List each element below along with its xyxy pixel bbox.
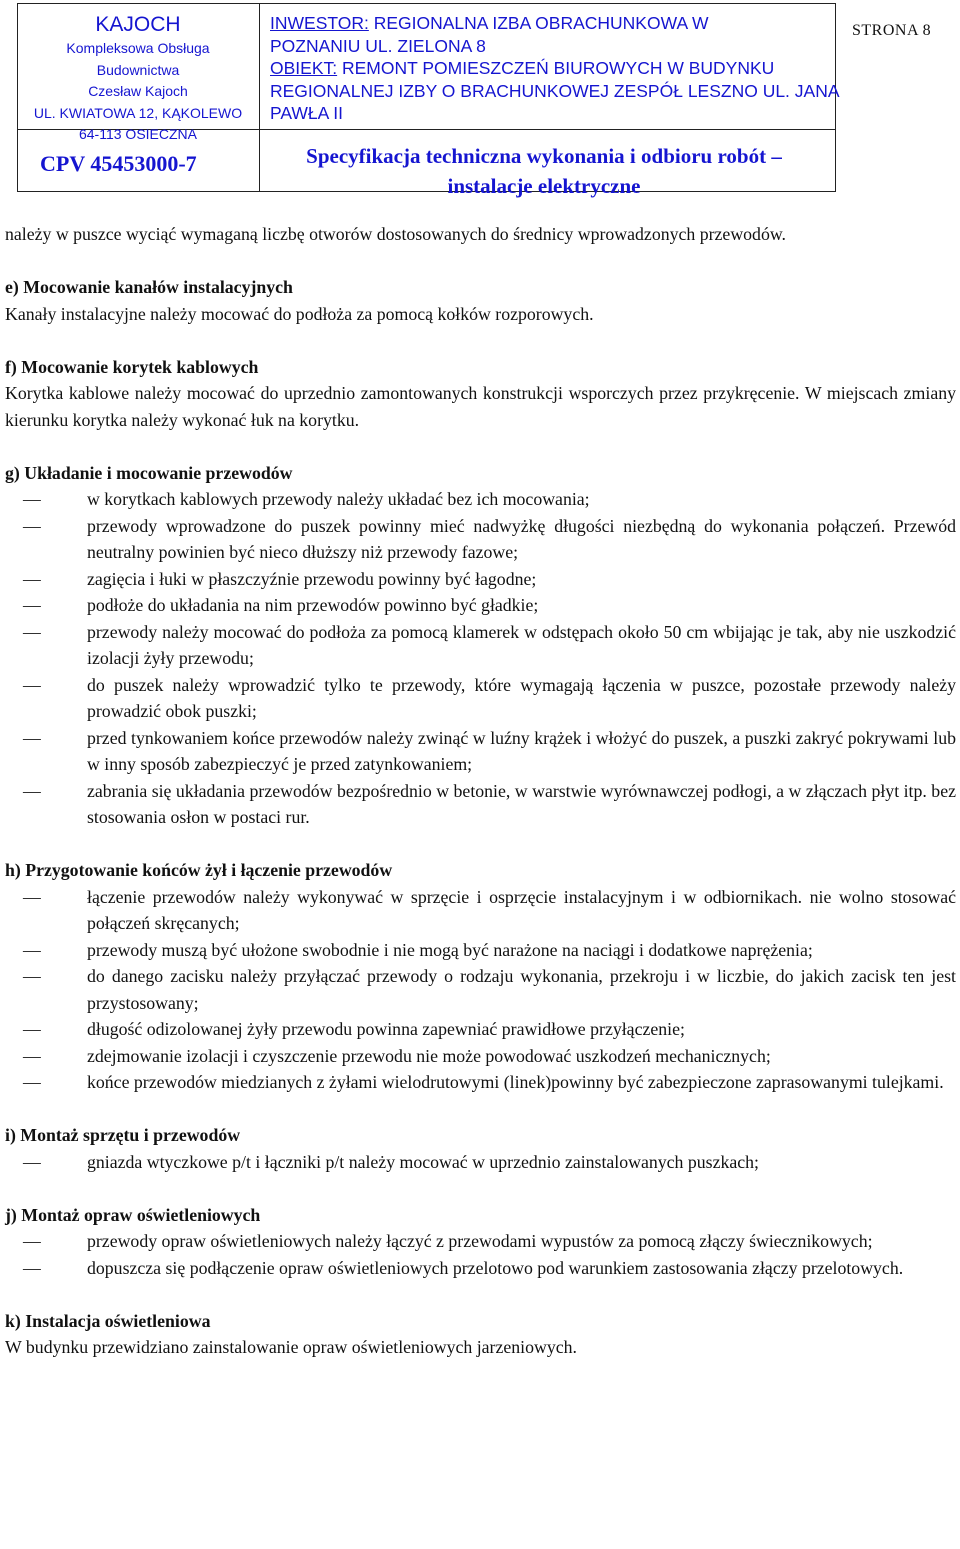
company-block xyxy=(18,12,258,146)
section-j-list xyxy=(5,1228,956,1281)
list-item: — przewody wprowadzone do puszek powinny mieć nadwyżkę długości niezbędną do wykonania połączeń. Przewód neutralny powinien być nieco dłuższy niż przewody fazowe; xyxy=(23,515,956,562)
company-address: UL. KWIATOWA 12, KĄKOLEWO xyxy=(33,104,243,121)
section-e-heading: e) Mocowanie kanałów instalacyjnych xyxy=(5,277,293,297)
list-item: — długość odizolowanej żyły przewodu powinna zapewniać prawidłowe przyłączenie; xyxy=(23,1019,685,1039)
list-item: — łączenie przewodów należy wykonywać w sprzęcie i osprzęcie instalacyjnym i w odbiornikach. nie wolno stosować połączeń skręcanych; xyxy=(23,886,956,933)
section-i-list xyxy=(5,1149,956,1176)
section-j-heading: j) Montaż opraw oświetleniowych xyxy=(5,1204,261,1225)
company-line: Kompleksowa Obsługa xyxy=(66,40,210,56)
list-item: — przewody muszą być ułożone swobodnie i nie mogą być narażone na naciągi i dodatkowe naprężenia; xyxy=(23,939,813,960)
section-h-heading: h) Przygotowanie końców żył i łączenie przewodów xyxy=(5,860,393,880)
object-line-2: REGIONALNEJ IZBY O BRACHUNKOWEJ ZESPÓŁ LESZNO UL. JANA xyxy=(270,80,840,101)
list-item: — przed tynkowaniem końce przewodów należy zwinąć w luźny krążek i włożyć do puszek, a puszki zakryć pokrywami lub w inny sposób zabezpieczyć je przed zatynkowaniem; xyxy=(23,727,956,774)
section-e-text: Kanały instalacyjne należy mocować do podłoża za pomocą kołków rozporowych. xyxy=(5,303,594,324)
company-line: Czesław Kajoch xyxy=(88,83,188,99)
list-item: — przewody opraw oświetleniowych należy łączyć z przewodami wypustów za pomocą złączy świecznikowych; xyxy=(23,1231,873,1251)
list-item: — przewody należy mocować do podłoża za pomocą klamerek w odstępach około 50 cm wbijając je tak, aby nie uszkodzić izolacji żyły przewodu; xyxy=(23,621,956,668)
section-h-list xyxy=(5,884,956,1096)
investor-line xyxy=(270,12,850,35)
project-info xyxy=(270,12,850,125)
list-item: — zdejmowanie izolacji i czyszczenie przewodu nie może powodować uszkodzeń mechanicznych; xyxy=(23,1045,771,1066)
page-number: STRONA 8 xyxy=(852,22,932,39)
company-postcode: 64-113 OSIECZNA xyxy=(78,126,197,142)
investor-label: INWESTOR: xyxy=(270,13,369,33)
spec-title-line-2: instalacje elektryczne xyxy=(447,174,641,198)
list-item: — gniazda wtyczkowe p/t i łączniki p/t należy mocować w uprzednio zainstalowanych puszkach; xyxy=(23,1151,759,1172)
section-k-heading: k) Instalacja oświetleniowa xyxy=(5,1310,211,1331)
object-line-3: PAWŁA II xyxy=(270,103,343,123)
spec-title xyxy=(259,141,829,201)
section-g-list xyxy=(5,486,956,831)
spec-title-line-1: Specyfikacja techniczna wykonania i odbioru robót – xyxy=(306,144,782,168)
investor-line-2: POZNANIU UL. ZIELONA 8 xyxy=(270,35,486,56)
investor-text: REGIONALNA IZBA OBRACHUNKOWA W xyxy=(368,13,709,33)
section-f-heading: f) Mocowanie korytek kablowych xyxy=(5,356,259,377)
list-item: — dopuszcza się podłączenie opraw oświetleniowych przelotowo pod warunkiem zastosowania złączy przelotowych. xyxy=(23,1257,904,1278)
section-f-text: Korytka kablowe należy mocować do uprzednio zamontowanych konstrukcji wsporczych przez przykręcenie. W miejscach zmiany kierunku korytka należy wykonać łuk na korytku. xyxy=(5,383,956,430)
list-item: — do danego zacisku należy przyłączać przewody o rodzaju wykonania, przekroju i w liczbie, do jakich zacisk ten jest przystosowany; xyxy=(23,966,956,1013)
list-item: — podłoże do układania na nim przewodów powinno być gładkie; xyxy=(23,595,539,615)
cpv-code: CPV 45453000-7 xyxy=(40,151,197,176)
section-i-heading: i) Montaż sprzętu i przewodów xyxy=(5,1125,241,1145)
object-label: OBIEKT: xyxy=(270,58,338,78)
section-k-text: W budynku przewidziano zainstalowanie opraw oświetleniowych jarzeniowych. xyxy=(5,1337,577,1357)
list-item: — do puszek należy wprowadzić tylko te przewody, które wymagają łączenia w puszce, pozostałe przewody należy prowadzić obok puszki; xyxy=(23,674,956,721)
document-body xyxy=(5,221,956,1361)
company-name: KAJOCH xyxy=(95,13,181,36)
object-text: REMONT POMIESZCZEŃ BIUROWYCH W BUDYNKU xyxy=(337,58,775,78)
list-item: — zagięcia i łuki w płaszczyźnie przewodu powinny być łagodne; xyxy=(23,568,537,589)
list-item: — końce przewodów miedzianych z żyłami wielodrutowymi (linek)powinny być zabezpieczone zaprasowanymi tulejkami. xyxy=(23,1072,944,1092)
section-g-heading: g) Układanie i mocowanie przewodów xyxy=(5,462,293,483)
object-line xyxy=(270,57,850,80)
intro-paragraph: należy w puszce wyciąć wymaganą liczbę otworów dostosowanych do średnicy wprowadzonych przewodów. xyxy=(5,224,786,244)
list-item: — w korytkach kablowych przewody należy układać bez ich mocowania; xyxy=(23,489,590,509)
company-line: Budownictwa xyxy=(96,61,180,78)
list-item: — zabrania się układania przewodów bezpośrednio w betonie, w warstwie wyrównawczej podłogi, a w złączach płyt itp. bez stosowania osłon w postaci rur. xyxy=(23,780,956,827)
